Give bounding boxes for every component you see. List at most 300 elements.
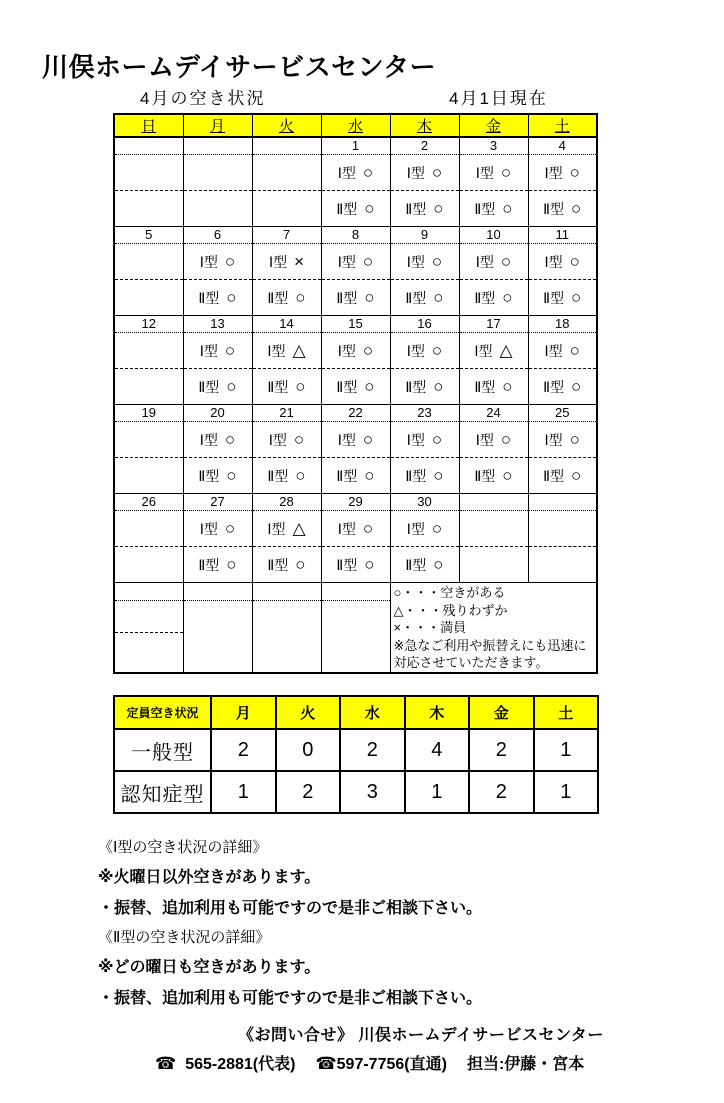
note-section [98,926,658,1016]
availability-cell [390,155,459,191]
care-type-label: Ⅱ型 [474,200,496,217]
availability-symbol: ○ [500,430,512,449]
availability-slot [322,288,390,308]
empty-cell [114,601,183,632]
calendar-date-cell [528,494,597,511]
care-type-label: Ⅱ型 [267,556,289,573]
availability-cell [390,191,459,227]
availability-cell [183,155,252,191]
availability-symbol: ○ [295,377,306,396]
availability-slot [391,555,459,575]
availability-slot [184,466,252,486]
availability-slot [322,341,390,361]
availability-symbol: ○ [362,252,374,271]
availability-cell [528,191,597,227]
care-type-label: Ⅰ型 [406,253,425,270]
availability-cell [114,191,183,227]
note-line: ※どの曜日も空きがあります。 [98,959,321,976]
availability-slot [253,288,321,308]
empty-cell [183,601,252,632]
availability-cell [321,511,390,547]
availability-slot [391,466,459,486]
availability-slot [322,519,390,539]
availability-cell [114,244,183,280]
care-type-label: Ⅱ型 [543,289,565,306]
availability-symbol: △ [292,519,306,538]
care-type-label: Ⅱ型 [198,556,220,573]
care-type-label: Ⅱ型 [543,200,565,217]
calendar-date-cell: 29 [321,494,390,511]
availability-cell [321,280,390,316]
availability-symbol: ○ [364,466,375,485]
capacity-body [114,729,598,813]
care-type-label: Ⅱ型 [267,378,289,395]
capacity-row-label: 一般型 [114,729,211,771]
availability-symbol: ○ [224,341,236,360]
availability-slot [322,199,390,219]
availability-slot [184,341,252,361]
legend-line: ※急なご利用や振替えにも迅速に対応させていただきます。 [393,637,587,670]
capacity-value: 1 [534,729,599,771]
availability-slot [391,377,459,397]
capacity-row [114,771,598,813]
availability-symbol: ○ [500,163,512,182]
availability-symbol: ○ [226,466,237,485]
availability-symbol: × [294,252,305,271]
care-type-label: Ⅰ型 [337,520,356,537]
availability-symbol: ○ [571,466,582,485]
availability-slot [322,252,390,272]
availability-cell [321,422,390,458]
care-type-label: Ⅱ型 [543,378,565,395]
care-type-label: Ⅱ型 [405,378,427,395]
empty-cell [114,583,183,601]
empty-cell [252,632,321,672]
availability-cell [459,280,528,316]
availability-cell [252,422,321,458]
capacity-day-header: 水 [340,696,405,729]
availability-cell [114,369,183,405]
availability-cell [252,547,321,583]
care-type-label: Ⅱ型 [336,467,358,484]
availability-symbol: ○ [226,555,237,574]
calendar-day-header: 土 [528,114,597,137]
availability-slot [184,555,252,575]
empty-cell [321,632,390,672]
availability-symbol: ○ [362,519,374,538]
availability-slot [460,288,528,308]
availability-slot [391,288,459,308]
availability-slot [322,555,390,575]
availability-symbol: ○ [226,288,237,307]
availability-cell [459,458,528,494]
capacity-value: 2 [469,729,534,771]
care-type-label: Ⅰ型 [199,342,218,359]
availability-slot [391,163,459,183]
calendar-date-cell: 22 [321,405,390,422]
calendar-date-cell: 5 [114,227,183,244]
availability-cell [459,422,528,458]
capacity-value: 4 [405,729,470,771]
note-line: ・振替、追加利用も可能ですので是非ご相談下さい。 [98,900,483,917]
capacity-day-header: 土 [534,696,599,729]
calendar-day-header: 日 [114,114,183,137]
calendar-day-header: 月 [183,114,252,137]
availability-slot [322,377,390,397]
capacity-value: 0 [276,729,341,771]
availability-slot [184,519,252,539]
availability-cell [183,547,252,583]
availability-slot [253,252,321,272]
availability-cell [114,547,183,583]
availability-symbol: △ [499,341,513,360]
note-heading: 《Ⅱ型の空き状況の詳細》 [98,929,271,946]
availability-cell [459,333,528,369]
empty-cell [252,583,321,601]
availability-cell [459,155,528,191]
care-type-label: Ⅱ型 [198,289,220,306]
availability-cell [252,333,321,369]
availability-cell [528,422,597,458]
capacity-header-row [114,696,598,729]
care-type-label: Ⅱ型 [267,289,289,306]
availability-symbol: ○ [293,430,305,449]
availability-cell [390,333,459,369]
availability-symbol: ○ [571,199,582,218]
availability-symbol: ○ [224,430,236,449]
calendar-date-cell: 9 [390,227,459,244]
care-type-label: Ⅰ型 [544,253,563,270]
phone-icon: ☎ [315,1054,337,1073]
availability-slot [253,377,321,397]
availability-symbol: ○ [569,430,580,449]
availability-slot [460,430,528,450]
availability-symbol: ○ [431,252,443,271]
availability-slot [529,430,597,450]
care-type-label: Ⅱ型 [198,378,220,395]
availability-cell [183,458,252,494]
care-type-label: Ⅱ型 [336,200,358,217]
availability-symbol: ○ [571,377,582,396]
availability-slot [184,252,252,272]
availability-cell [528,333,597,369]
availability-slot [253,466,321,486]
availability-slot [391,341,459,361]
availability-symbol: ○ [362,341,374,360]
calendar-date-cell [459,494,528,511]
care-type-label: Ⅱ型 [405,556,427,573]
care-type-label: Ⅰ型 [475,253,494,270]
calendar-day-header: 火 [252,114,321,137]
availability-slot [253,555,321,575]
calendar-day-header-row [114,114,597,137]
availability-slot [184,377,252,397]
care-type-label: Ⅱ型 [198,467,220,484]
note-line: ・振替、追加利用も可能ですので是非ご相談下さい。 [98,990,483,1007]
availability-symbol: ○ [433,199,444,218]
empty-cell [114,632,183,672]
availability-calendar-table [113,113,598,674]
availability-slot [529,341,597,361]
availability-cell [252,155,321,191]
availability-cell [321,191,390,227]
capacity-value: 2 [276,771,341,813]
care-type-label: Ⅱ型 [336,556,358,573]
availability-symbol: ○ [433,555,444,574]
contact-heading: 《お問い合せ》 川俣ホームデイサービスセンター [238,1027,604,1044]
availability-cell [252,458,321,494]
availability-slot [460,252,528,272]
calendar-date-cell: 15 [321,316,390,333]
availability-slot [391,430,459,450]
availability-cell [321,333,390,369]
care-type-label: Ⅱ型 [405,200,427,217]
note-line: ※火曜日以外空きがあります。 [98,869,321,886]
availability-cell [459,547,528,583]
calendar-date-cell: 21 [252,405,321,422]
as-of-date: 4月1日現在 [449,89,548,108]
calendar-date-cell: 1 [321,137,390,155]
calendar-date-cell [252,137,321,155]
calendar-date-cell: 4 [528,137,597,155]
availability-symbol: ○ [502,288,513,307]
availability-slot [529,163,597,183]
availability-cell [252,511,321,547]
calendar-date-cell: 11 [528,227,597,244]
phone-number-main: 565-2881(代表) [185,1056,296,1073]
note-heading: 《Ⅰ型の空き状況の詳細》 [98,839,268,856]
availability-slot [253,519,321,539]
capacity-value: 1 [534,771,599,813]
calendar-date-cell: 27 [183,494,252,511]
availability-slot [460,199,528,219]
capacity-header-row [114,696,598,729]
availability-cell [390,458,459,494]
availability-cell [390,280,459,316]
care-type-label: Ⅱ型 [336,378,358,395]
care-type-label: Ⅰ型 [268,253,288,270]
availability-slot [184,288,252,308]
availability-symbol: ○ [362,430,374,449]
empty-cell [321,601,390,632]
care-type-label: Ⅰ型 [337,253,356,270]
capacity-day-header: 木 [405,696,470,729]
care-type-label: Ⅰ型 [544,164,563,181]
calendar-date-cell [183,137,252,155]
availability-symbol: ○ [295,466,306,485]
availability-symbol: ○ [502,199,513,218]
availability-slot [322,430,390,450]
availability-slot [460,377,528,397]
care-type-label: Ⅰ型 [267,520,286,537]
availability-slot [529,199,597,219]
care-type-label: Ⅱ型 [267,467,289,484]
calendar-date-cell: 12 [114,316,183,333]
calendar-day-header: 水 [321,114,390,137]
care-type-label: Ⅰ型 [337,342,356,359]
availability-slot [529,466,597,486]
contact-phone-line [155,1051,584,1074]
availability-symbol: ○ [502,377,513,396]
note-section [98,836,658,926]
availability-symbol: ○ [502,466,513,485]
availability-cell [390,422,459,458]
capacity-value: 3 [340,771,405,813]
care-type-label: Ⅱ型 [474,467,496,484]
availability-cell [183,511,252,547]
care-type-label: Ⅰ型 [199,431,218,448]
availability-symbol: ○ [226,377,237,396]
care-type-label: Ⅱ型 [474,378,496,395]
legend-cell [390,583,597,673]
availability-cell [321,458,390,494]
care-type-label: Ⅰ型 [406,520,425,537]
availability-cell [321,244,390,280]
availability-cell [459,244,528,280]
capacity-table-title: 定員空き状況 [114,696,211,729]
availability-cell [252,280,321,316]
care-type-label: Ⅰ型 [199,520,218,537]
availability-slot [253,430,321,450]
availability-symbol: ○ [295,555,306,574]
availability-symbol: ○ [364,199,375,218]
calendar-date-cell: 17 [459,316,528,333]
availability-slot [184,430,252,450]
calendar-date-cell: 7 [252,227,321,244]
capacity-value: 1 [211,771,276,813]
availability-symbol: ○ [569,163,580,182]
care-type-label: Ⅱ型 [405,289,427,306]
availability-cell [321,369,390,405]
availability-symbol: ○ [433,288,444,307]
calendar-date-cell: 3 [459,137,528,155]
capacity-day-header: 火 [276,696,341,729]
care-type-label: Ⅰ型 [406,431,425,448]
availability-symbol: ○ [364,555,375,574]
care-type-label: Ⅰ型 [474,342,493,359]
availability-cell [114,458,183,494]
availability-cell [183,280,252,316]
calendar-day-header: 木 [390,114,459,137]
capacity-availability-table [113,695,599,814]
calendar-date-cell: 19 [114,405,183,422]
care-type-label: Ⅰ型 [337,431,356,448]
legend-line: ×・・・満員 [393,620,467,635]
care-type-label: Ⅱ型 [474,289,496,306]
capacity-value: 2 [469,771,534,813]
calendar-date-cell: 25 [528,405,597,422]
phone-icon: ☎ [155,1054,177,1073]
capacity-value: 2 [211,729,276,771]
availability-cell [390,547,459,583]
care-type-label: Ⅰ型 [199,253,218,270]
calendar-date-cell: 8 [321,227,390,244]
calendar-date-cell: 6 [183,227,252,244]
availability-cell [528,280,597,316]
availability-cell [459,511,528,547]
availability-cell [114,422,183,458]
calendar-date-cell: 18 [528,316,597,333]
availability-cell [390,244,459,280]
availability-slot [529,377,597,397]
availability-symbol: ○ [224,252,236,271]
legend-line: △・・・残りわずか [393,602,508,618]
care-type-label: Ⅰ型 [406,164,425,181]
availability-symbol: ○ [295,288,306,307]
care-type-label: Ⅰ型 [544,342,563,359]
care-type-label: Ⅱ型 [405,467,427,484]
availability-symbol: ○ [433,377,444,396]
availability-symbol: ○ [569,252,580,271]
capacity-row-label: 認知症型 [114,771,211,813]
availability-cell [321,155,390,191]
availability-symbol: ○ [364,377,375,396]
calendar-date-cell: 20 [183,405,252,422]
availability-slot [529,252,597,272]
care-type-label: Ⅰ型 [337,164,356,181]
calendar-body [114,137,597,673]
empty-cell [183,632,252,672]
availability-symbol: ○ [569,341,580,360]
availability-cell [528,244,597,280]
availability-symbol: ○ [571,288,582,307]
availability-cell [252,369,321,405]
calendar-date-cell [114,137,183,155]
empty-cell [252,601,321,632]
availability-cell [528,369,597,405]
availability-cell [528,547,597,583]
availability-cell [114,155,183,191]
availability-symbol: △ [292,341,306,360]
availability-cell [114,333,183,369]
availability-symbol: ○ [364,288,375,307]
availability-slot [322,466,390,486]
phone-number-direct: 597-7756(直通) [336,1056,447,1073]
calendar-date-cell: 24 [459,405,528,422]
page-title: 川俣ホームデイサービスセンター [42,52,437,83]
calendar-date-cell: 10 [459,227,528,244]
empty-cell [183,583,252,601]
availability-cell [114,280,183,316]
availability-cell [183,333,252,369]
empty-cell [321,583,390,601]
capacity-day-header: 月 [211,696,276,729]
calendar-day-header: 金 [459,114,528,137]
calendar-date-cell: 16 [390,316,459,333]
availability-symbol: ○ [431,519,443,538]
availability-cell [528,155,597,191]
availability-cell [114,511,183,547]
availability-cell [459,191,528,227]
capacity-value: 1 [405,771,470,813]
availability-cell [390,369,459,405]
availability-cell [183,244,252,280]
availability-symbol: ○ [362,163,374,182]
calendar-date-cell: 30 [390,494,459,511]
availability-slot [391,199,459,219]
availability-symbol: ○ [431,430,443,449]
availability-symbol: ○ [224,519,236,538]
calendar-header-row [114,114,597,137]
calendar-date-cell: 13 [183,316,252,333]
availability-cell [183,191,252,227]
calendar-date-cell: 23 [390,405,459,422]
availability-cell [252,191,321,227]
capacity-value: 2 [340,729,405,771]
care-type-label: Ⅰ型 [406,342,425,359]
month-availability-subtitle: 4月の空き状況 [140,89,266,108]
calendar-date-cell: 2 [390,137,459,155]
